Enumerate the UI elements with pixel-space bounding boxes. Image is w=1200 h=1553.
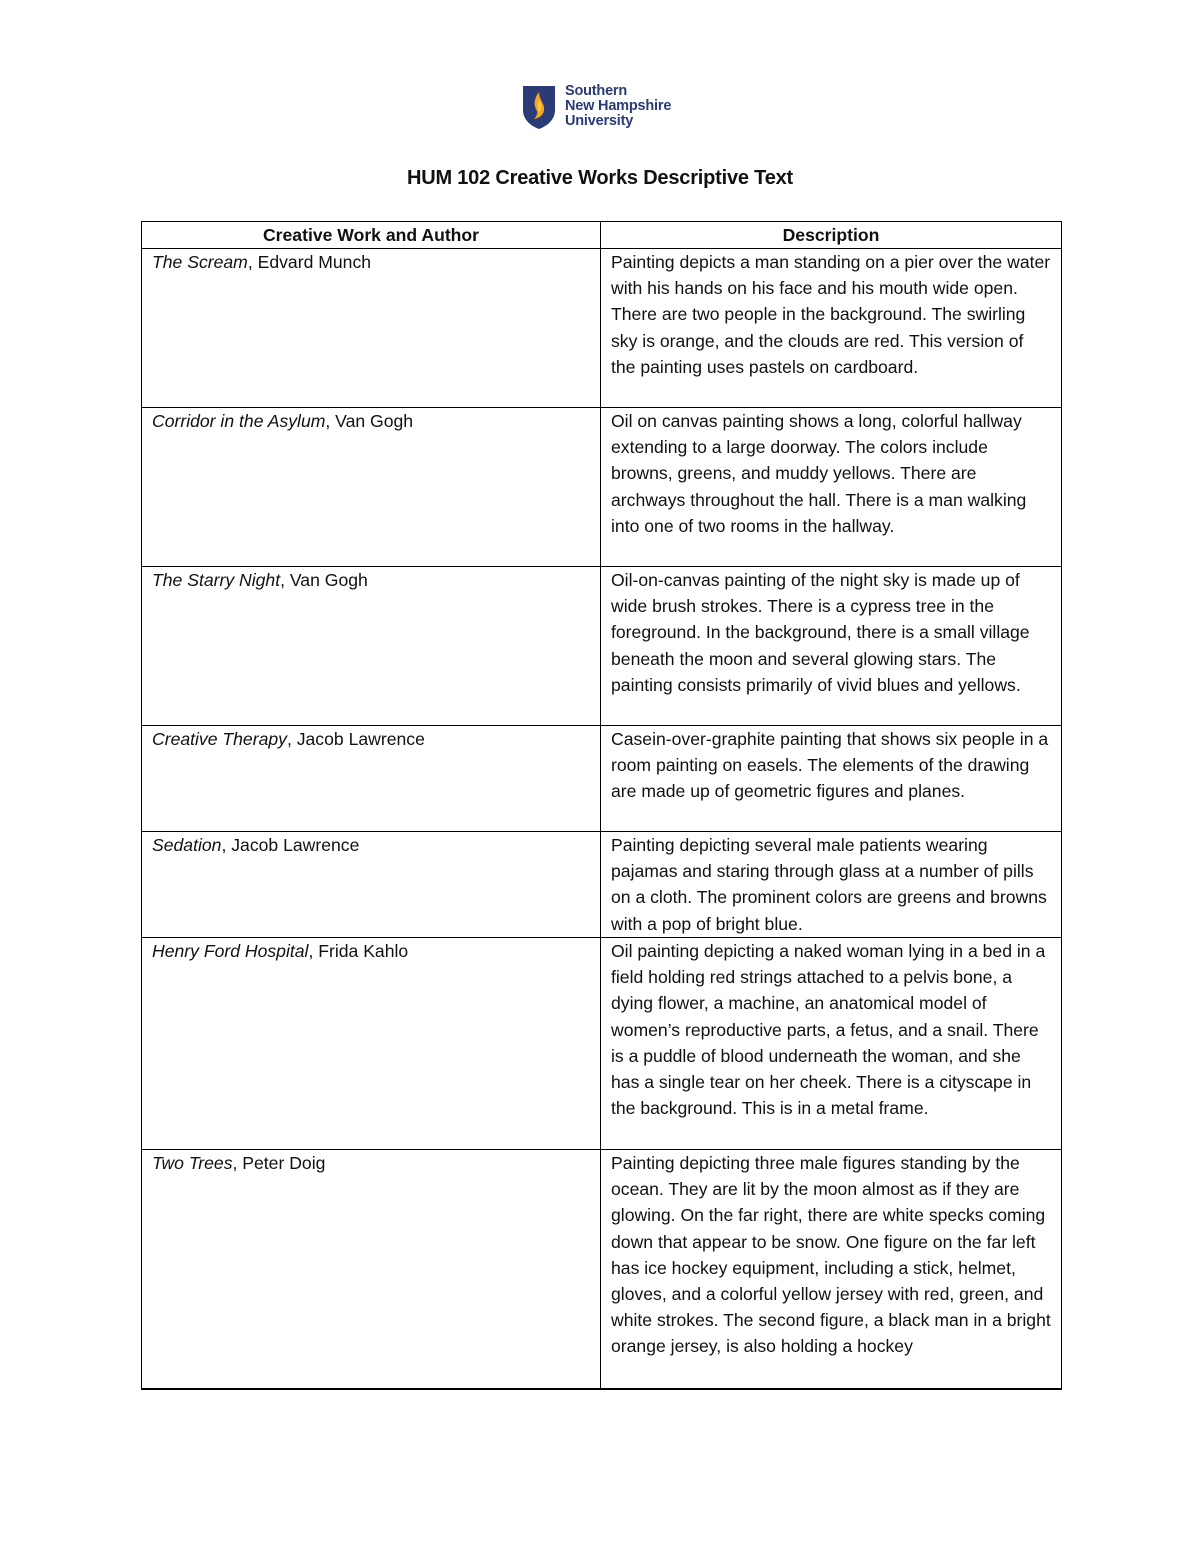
table-row bbox=[142, 408, 1062, 567]
work-title: Corridor in the Asylum bbox=[152, 411, 326, 431]
work-title: The Scream bbox=[152, 252, 248, 272]
work-author: , Edvard Munch bbox=[247, 252, 372, 272]
work-author-cell bbox=[142, 1150, 601, 1389]
description-cell: Casein-over-graphite painting that shows six people in a room painting on easels. The elements of the drawing are made up of geometric figures and planes. bbox=[601, 726, 1062, 832]
creative-works-table bbox=[141, 221, 1062, 1390]
work-author-cell bbox=[142, 567, 601, 726]
work-author: , Frida Kahlo bbox=[308, 941, 409, 961]
work-title: Creative Therapy bbox=[152, 729, 287, 749]
description-cell: Painting depicting three male figures standing by the ocean. They are lit by the moon almost as if they are glowing. On the far right, there are white specks coming down that appear to be snow. One figure on the far left has ice hockey equipment, including a stick, helmet, gloves, and a colorful yellow jersey with red, green, and white strokes. The second figure, a black man in a bright orange jersey, is also holding a hockey bbox=[601, 1150, 1062, 1389]
work-author-cell bbox=[142, 408, 601, 567]
work-author: , Jacob Lawrence bbox=[221, 835, 360, 855]
table-row bbox=[142, 567, 1062, 726]
work-author-cell bbox=[142, 832, 601, 938]
work-author-cell bbox=[142, 938, 601, 1150]
table-row bbox=[142, 1150, 1062, 1389]
table-row bbox=[142, 938, 1062, 1150]
description-cell: Oil on canvas painting shows a long, colorful hallway extending to a large doorway. The colors include browns, greens, and muddy yellows. There are archways throughout the hall. There is a man walking into one of two rooms in the hallway. bbox=[601, 408, 1062, 567]
work-author: , Van Gogh bbox=[325, 411, 414, 431]
work-author-cell bbox=[142, 726, 601, 832]
description-cell: Painting depicting several male patients wearing pajamas and staring through glass at a number of pills on a cloth. The prominent colors are greens and browns with a pop of bright blue. bbox=[601, 832, 1062, 938]
work-title: Two Trees bbox=[152, 1153, 233, 1173]
document-title: HUM 102 Creative Works Descriptive Text bbox=[406, 167, 794, 189]
logo-line-1: Southern bbox=[565, 83, 628, 99]
description-cell: Oil-on-canvas painting of the night sky is made up of wide brush strokes. There is a cypress tree in the foreground. In the background, there is a small village beneath the moon and several glowing stars. The painting consists primarily of vivid blues and yellows. bbox=[601, 567, 1062, 726]
table-row bbox=[142, 832, 1062, 938]
header-work-author: Creative Work and Author bbox=[142, 222, 601, 249]
flame-shield-icon bbox=[521, 84, 557, 130]
work-title: The Starry Night bbox=[152, 570, 281, 590]
logo-line-3: University bbox=[565, 113, 634, 129]
work-author: , Van Gogh bbox=[280, 570, 368, 590]
table-header-row bbox=[142, 222, 1062, 249]
university-logo bbox=[521, 84, 671, 130]
logo-line-2: New Hampshire bbox=[565, 98, 672, 114]
table-row bbox=[142, 249, 1062, 408]
work-author: , Peter Doig bbox=[232, 1153, 326, 1173]
logo-wordmark bbox=[565, 84, 671, 129]
header-description: Description bbox=[601, 222, 1062, 249]
table-row bbox=[142, 726, 1062, 832]
description-cell: Oil painting depicting a naked woman lying in a bed in a field holding red strings attached to a pelvis bone, a dying flower, a machine, an anatomical model of women’s reproductive parts, a fetus, and a snail. There is a puddle of blood underneath the woman, and she has a single tear on her cheek. There is a cityscape in the background. This is in a metal frame. bbox=[601, 938, 1062, 1150]
work-author: , Jacob Lawrence bbox=[286, 729, 425, 749]
description-cell: Painting depicts a man standing on a pier over the water with his hands on his face and his mouth wide open. There are two people in the background. The swirling sky is orange, and the clouds are red. This version of the painting uses pastels on cardboard. bbox=[601, 249, 1062, 408]
work-title: Sedation bbox=[152, 835, 222, 855]
work-title: Henry Ford Hospital bbox=[152, 941, 309, 961]
work-author-cell bbox=[142, 249, 601, 408]
